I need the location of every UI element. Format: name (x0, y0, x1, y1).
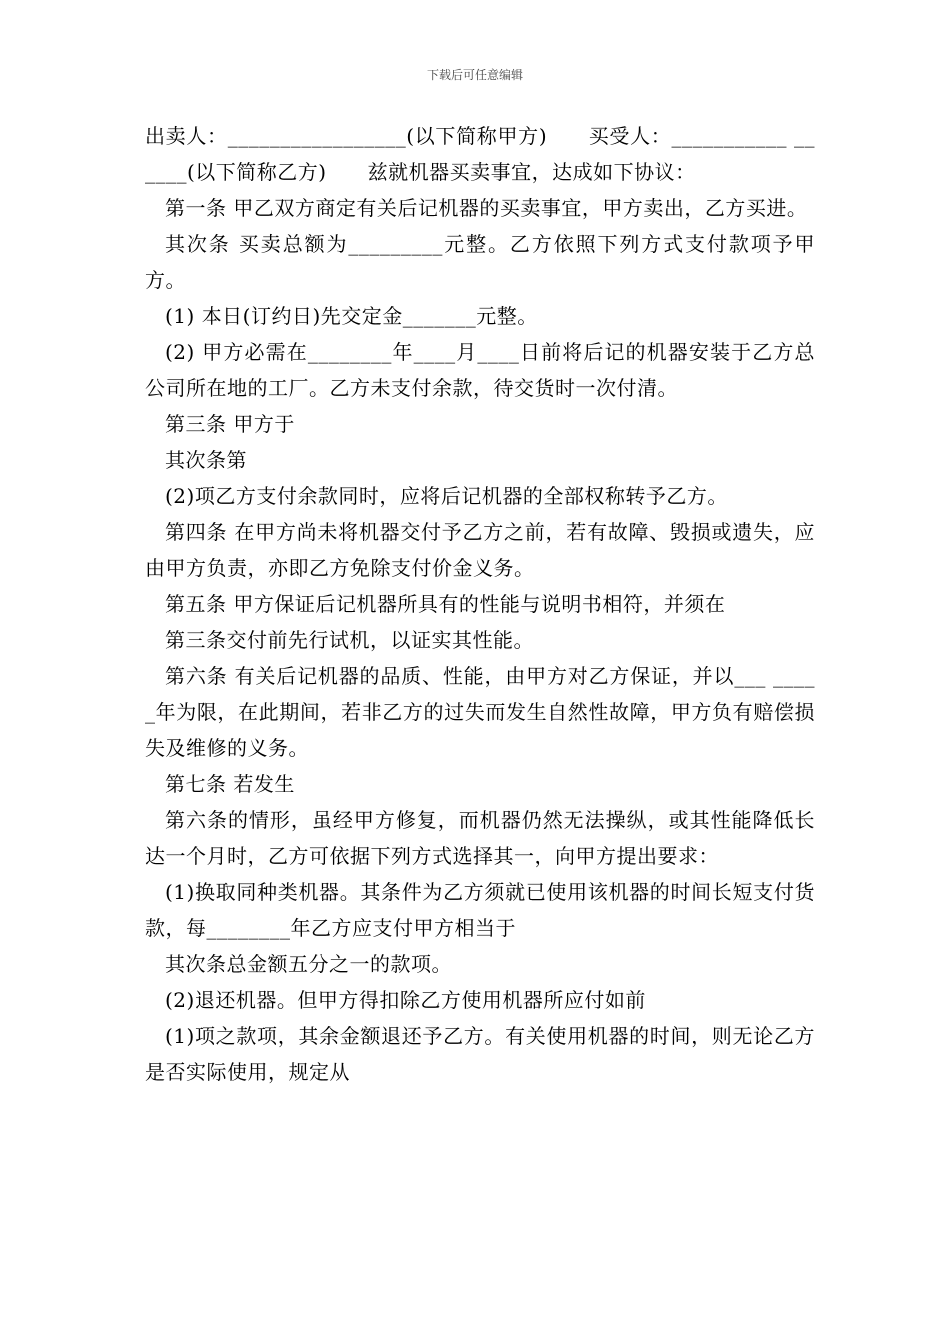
article-3-item-2: (2)项乙方支付余款同时，应将后记机器的全部权称转予乙方。 (165, 484, 728, 508)
article-1: 第一条 甲乙双方商定有关后记机器的买卖事宜，甲方卖出，乙方买进。 (165, 196, 808, 220)
article-7-item-1: (1)换取同种类机器。其条件为乙方须就已使用该机器的时间长短支付货款，每________年乙方应支付甲方相当于 (145, 880, 815, 940)
article-7-item-1-cont: 其次条总金额五分之一的款项。 (165, 952, 452, 976)
article-2-item-1: (1) 本日(订约日)先交定金_______元整。 (165, 304, 538, 328)
document-body (145, 118, 815, 1090)
article-3-ref: 其次条第 (165, 448, 247, 472)
article-7: 第七条 若发生 (165, 772, 295, 796)
article-5: 第五条 甲方保证后记机器所具有的性能与说明书相符，并须在 (165, 592, 726, 616)
article-5-cont: 第三条交付前先行试机，以证实其性能。 (165, 628, 534, 652)
parties-paragraph: 出卖人：_________________(以下简称甲方) 买受人：___________ ______(以下简称乙方) 兹就机器买卖事宜，达成如下协议： (145, 124, 815, 184)
article-3: 第三条 甲方于 (165, 412, 295, 436)
article-7-item-2: (2)退还机器。但甲方得扣除乙方使用机器所应付如前 (165, 988, 646, 1012)
article-2-item-2: (2) 甲方必需在________年____月____日前将后记的机器安装于乙方总公司所在地的工厂。乙方未支付余款，待交货时一次付清。 (145, 340, 815, 400)
article-7-cont: 第六条的情形，虽经甲方修复，而机器仍然无法操纵，或其性能降低长达一个月时，乙方可依据下列方式选择其一，向甲方提出要求： (145, 808, 815, 868)
article-6: 第六条 有关后记机器的品质、性能，由甲方对乙方保证，并以___ _____年为限，在此期间，若非乙方的过失而发生自然性故障，甲方负有赔偿损失及维修的义务。 (145, 664, 815, 760)
article-2: 其次条 买卖总额为_________元整。乙方依照下列方式支付款项予甲方。 (145, 232, 815, 292)
article-7-item-2-cont: (1)项之款项，其余金额退还予乙方。有关使用机器的时间，则无论乙方是否实际使用，规定从 (145, 1024, 815, 1084)
page-header: 下载后可任意编辑 (426, 68, 523, 82)
article-4: 第四条 在甲方尚未将机器交付予乙方之前，若有故障、毁损或遗失，应由甲方负责，亦即乙方免除支付价金义务。 (145, 520, 815, 580)
